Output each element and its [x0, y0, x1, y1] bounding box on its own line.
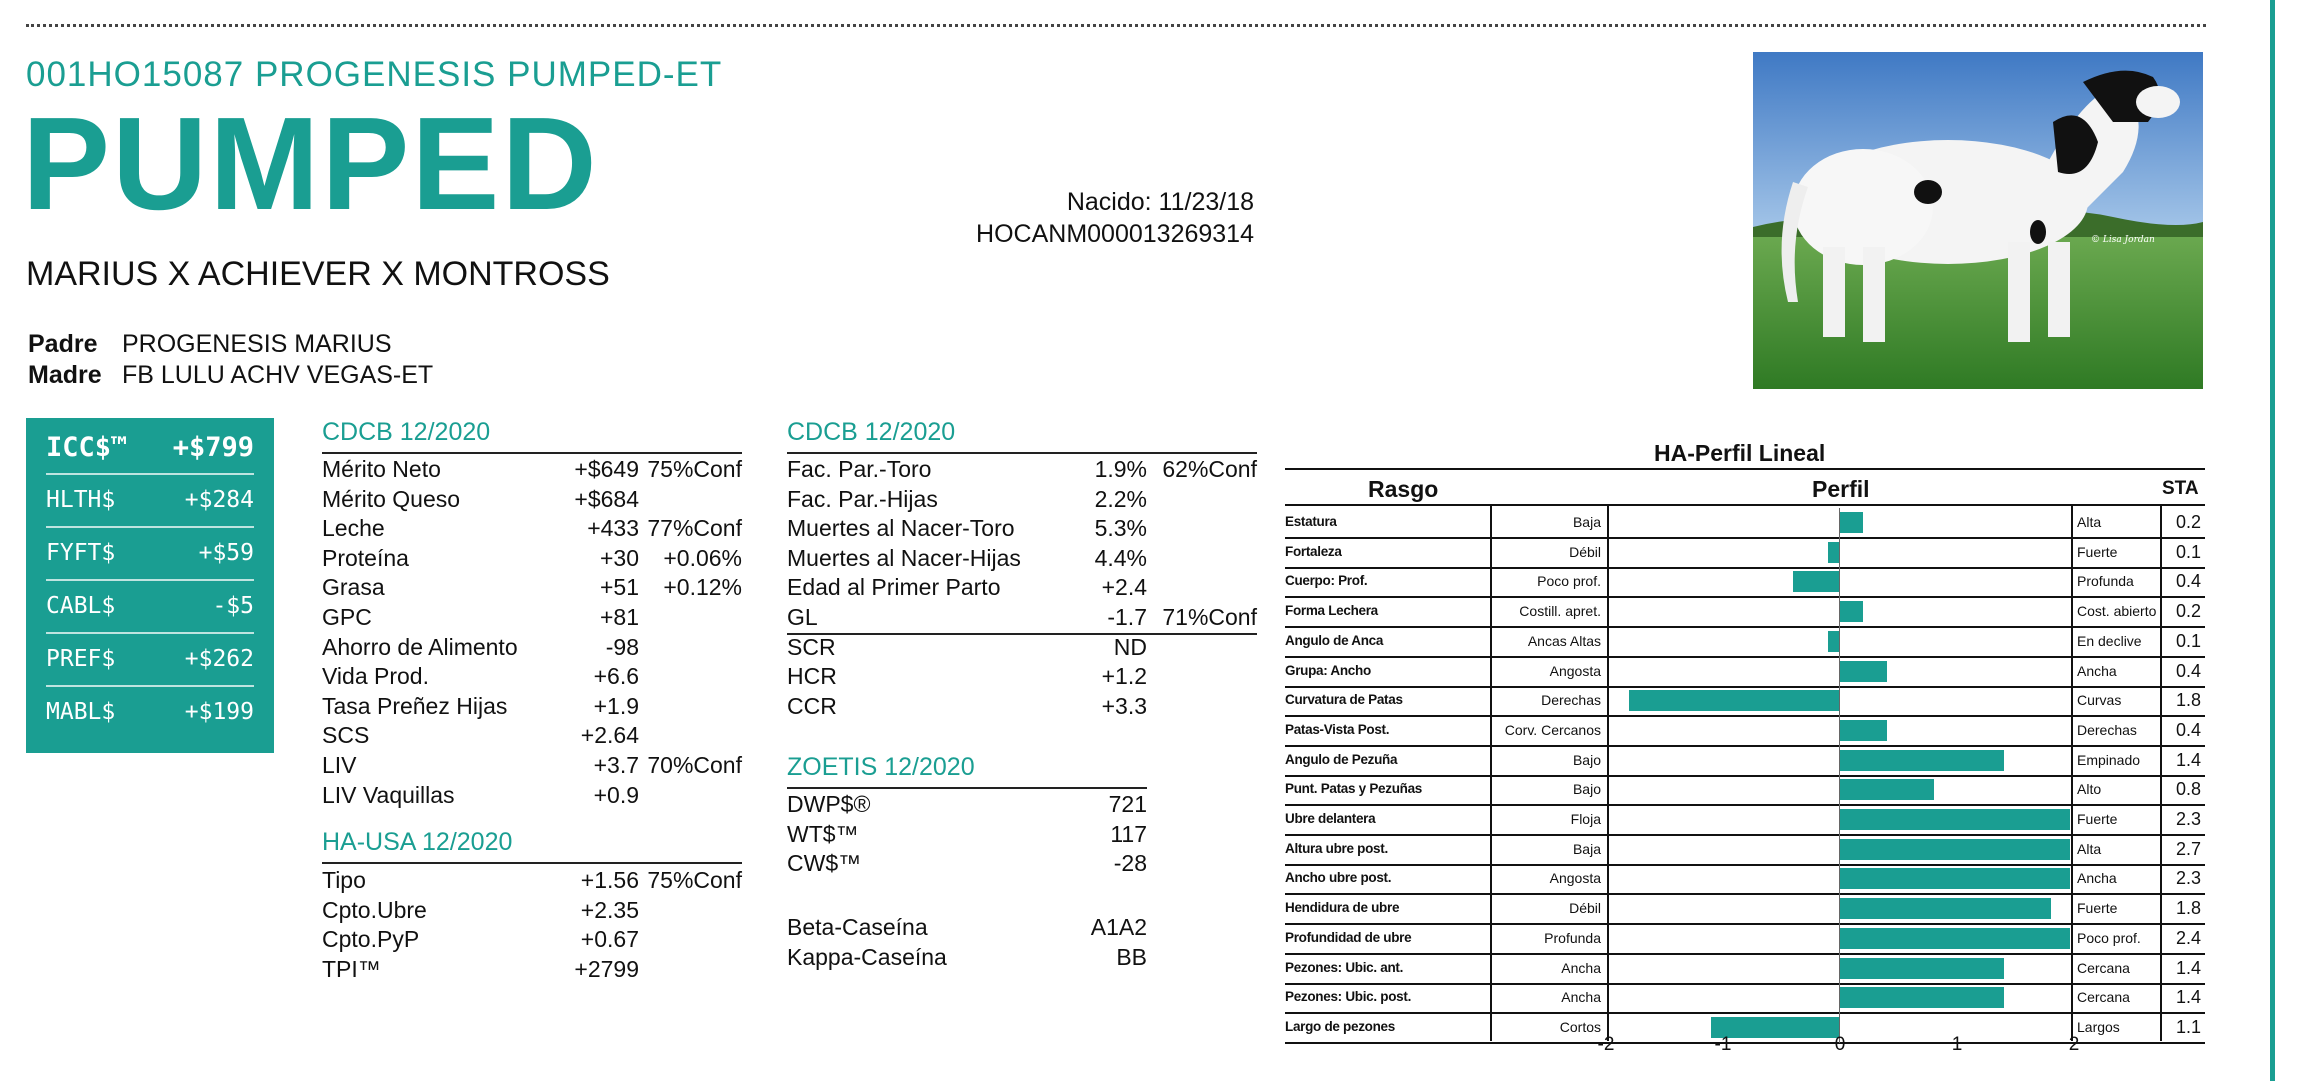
- linear-row: [1285, 627, 2205, 658]
- zoetis-value: 117: [1110, 820, 1147, 847]
- linear-column-divider: [2071, 504, 2073, 1041]
- linear-bar: [1840, 512, 1863, 533]
- cdcb2-value: 2.2%: [1094, 485, 1147, 512]
- bull-photo: [1753, 52, 2203, 389]
- hausa-value: +1.56: [580, 867, 639, 893]
- cdcb1-row: [322, 633, 742, 662]
- cdcb1-label: Tasa Preñez Hijas: [322, 692, 508, 719]
- cdcb2-row: [787, 603, 1257, 632]
- linear-bar: [1840, 928, 2070, 949]
- linear-sta: 1.4: [2175, 749, 2201, 770]
- linear-trait: Altura ubre post.: [1285, 840, 1388, 856]
- linear-row: [1285, 894, 2205, 925]
- linear-sta: 0.1: [2175, 541, 2201, 562]
- cdcb1-value: +2.64: [580, 722, 639, 749]
- cdcb2-row: [787, 692, 1257, 721]
- sire-row: [28, 330, 392, 359]
- index-box: [26, 418, 274, 753]
- index-row-mabl: MABL$ +$199: [46, 699, 254, 725]
- cdcb2-label: Muertes al Nacer-Hijas: [787, 544, 1021, 571]
- linear-trait: Profundidad de ubre: [1285, 929, 1412, 945]
- cdcb1-label: Grasa: [322, 574, 385, 601]
- linear-low-label: Ancha: [1561, 959, 1601, 976]
- linear-bar: [1840, 839, 2070, 860]
- cdcb1-label: GPC: [322, 604, 372, 630]
- cdcb1-row: [322, 692, 742, 721]
- linear-profile-header-rule: [1285, 504, 2205, 506]
- linear-profile-title: HA-Perfil Lineal: [1654, 440, 1826, 466]
- cdcb2-value: -1.7: [1107, 604, 1147, 630]
- cdcb1-extra: +0.06%: [663, 544, 742, 571]
- linear-low-label: Bajo: [1572, 751, 1601, 768]
- linear-trait: Angulo de Anca: [1285, 632, 1384, 648]
- linear-sta: 2.3: [2175, 868, 2201, 889]
- linear-trait: Punt. Patas y Pezuñas: [1285, 781, 1422, 797]
- registration-id: HOCANM000013269314: [976, 220, 1254, 248]
- cdcb2-label: GL: [787, 604, 818, 630]
- cdcb2-label: Edad al Primer Parto: [787, 574, 1001, 601]
- linear-bar: [1840, 720, 1887, 741]
- cdcb1-value: +30: [599, 544, 639, 571]
- linear-sta: 0.4: [2175, 571, 2201, 592]
- linear-high-label: Derechas: [2077, 721, 2137, 738]
- cdcb2-value: 1.9%: [1094, 456, 1147, 482]
- top-dotted-divider: [26, 24, 2206, 27]
- linear-trait: Angulo de Pezuña: [1285, 751, 1398, 767]
- cow-photo-illustration: [1753, 52, 2203, 389]
- linear-low-label: Angosta: [1549, 662, 1601, 679]
- linear-high-label: Alta: [2077, 840, 2102, 857]
- zoetis-label: CW$™: [787, 850, 862, 877]
- linear-low-label: Floja: [1570, 811, 1601, 827]
- linear-trait: Estatura: [1285, 514, 1337, 529]
- cdcb1-title: CDCB 12/2020: [322, 418, 491, 446]
- hausa-label: TPI™: [322, 955, 381, 982]
- cdcb1-label: Vida Prod.: [322, 663, 429, 690]
- cdcb2-title: CDCB 12/2020: [787, 418, 956, 446]
- linear-high-label: Cost. abierto: [2077, 603, 2157, 620]
- linear-bar: [1840, 868, 2070, 889]
- cdcb2-label: HCR: [787, 663, 837, 690]
- linear-sta: 2.3: [2175, 809, 2201, 829]
- photo-credit: © Lisa Jordan: [2091, 235, 2155, 245]
- linear-high-label: Cercana: [2077, 989, 2130, 1006]
- linear-sta: 1.8: [2175, 898, 2201, 919]
- cdcb1-extra: +0.12%: [663, 574, 742, 601]
- hausa-value: +2799: [574, 955, 639, 982]
- cdcb1-value: +0.9: [593, 781, 639, 808]
- linear-high-label: Largos: [2077, 1018, 2120, 1035]
- linear-high-label: Poco prof.: [2077, 929, 2141, 946]
- linear-low-label: Cortos: [1559, 1018, 1601, 1035]
- cdcb1-value: +51: [599, 574, 639, 601]
- cdcb2-row: [787, 485, 1257, 514]
- cdcb2-value: 4.4%: [1094, 544, 1147, 571]
- linear-row: [1285, 538, 2205, 569]
- hausa-extra: 75%Conf: [647, 867, 742, 893]
- index-row-hlth: HLTH$ +$284: [46, 475, 254, 528]
- casein-row: [787, 913, 1147, 942]
- linear-header-profile: Perfil: [1812, 476, 1870, 502]
- linear-trait: Pezones: Ubic. post.: [1285, 989, 1412, 1005]
- casein-value: A1A2: [1090, 914, 1147, 940]
- sire-label: Padre: [28, 330, 98, 358]
- cdcb1-extra: 77%Conf: [647, 515, 742, 542]
- linear-trait: Forma Lechera: [1285, 603, 1378, 619]
- linear-sta: 0.8: [2175, 779, 2201, 800]
- linear-bar: [1840, 898, 2051, 919]
- cdcb1-value: +3.7: [593, 752, 639, 778]
- casein-row: [787, 943, 1147, 972]
- cdcb1-value: -98: [605, 633, 639, 660]
- zoetis-value: -28: [1113, 850, 1147, 877]
- linear-sta: 0.4: [2175, 719, 2201, 740]
- linear-high-label: Fuerte: [2077, 900, 2118, 917]
- linear-row: [1285, 716, 2205, 747]
- linear-header-trait: Rasgo: [1368, 476, 1439, 502]
- cdcb1-label: Leche: [322, 515, 385, 542]
- cdcb1-label: Mérito Queso: [322, 485, 461, 512]
- linear-high-label: Ancha: [2077, 870, 2117, 887]
- cdcb1-row: [322, 455, 742, 484]
- linear-low-label: Costill. apret.: [1519, 603, 1601, 620]
- linear-profile-top-rule: [1285, 468, 2205, 470]
- hausa-row: [322, 955, 742, 984]
- zoetis-label: WT$™: [787, 820, 859, 847]
- cdcb1-row: [322, 573, 742, 602]
- cdcb1-value: +433: [587, 515, 639, 542]
- linear-high-label: Ancha: [2077, 662, 2117, 679]
- cdcb1-value: +$649: [574, 456, 639, 482]
- cdcb2-value: 5.3%: [1094, 515, 1147, 542]
- cdcb1-row: [322, 485, 742, 514]
- linear-row: [1285, 954, 2205, 985]
- linear-bar: [1840, 601, 1863, 622]
- linear-high-label: En declive: [2077, 632, 2142, 649]
- cdcb1-row: [322, 751, 742, 780]
- cdcb1-row: [322, 662, 742, 691]
- linear-bar: [1840, 987, 2004, 1008]
- linear-axis-tick: -1: [1714, 1034, 1732, 1055]
- linear-trait: Cuerpo: Prof.: [1285, 573, 1368, 589]
- linear-low-label: Profunda: [1544, 929, 1601, 946]
- linear-trait: Ubre delantera: [1285, 811, 1376, 826]
- index-row-fyft: FYFT$ +$59: [46, 528, 254, 581]
- linear-bar: [1840, 750, 2004, 771]
- linear-trait: Patas-Vista Post.: [1285, 721, 1390, 737]
- linear-row: [1285, 983, 2205, 1014]
- linear-high-label: Alta: [2077, 514, 2102, 530]
- linear-low-label: Derechas: [1541, 692, 1601, 709]
- casein-value: BB: [1116, 943, 1147, 970]
- zoetis-row: [787, 849, 1147, 878]
- birth-info: [976, 186, 1254, 250]
- linear-sta: 1.4: [2175, 957, 2201, 978]
- linear-bar: [1840, 661, 1887, 682]
- linear-row: [1285, 805, 2205, 836]
- cdcb2-value: ND: [1113, 633, 1147, 660]
- cdcb1-extra: 75%Conf: [647, 456, 742, 482]
- cdcb1-label: Ahorro de Alimento: [322, 633, 518, 660]
- cdcb1-label: Mérito Neto: [322, 456, 441, 482]
- hausa-value: +0.67: [580, 926, 639, 953]
- linear-low-label: Poco prof.: [1537, 573, 1601, 590]
- hausa-label: Cpto.Ubre: [322, 896, 427, 923]
- linear-sta: 2.4: [2175, 927, 2201, 948]
- cdcb1-row: [322, 514, 742, 543]
- linear-row: [1285, 686, 2205, 717]
- cdcb2-row: [787, 573, 1257, 602]
- linear-trait: Hendidura de ubre: [1285, 900, 1400, 916]
- cdcb1-label: LIV Vaquillas: [322, 781, 455, 808]
- cdcb2-label: CCR: [787, 692, 837, 719]
- linear-sta: 0.1: [2175, 630, 2201, 651]
- linear-column-divider: [1607, 504, 1609, 1041]
- linear-sta: 1.1: [2175, 1016, 2201, 1037]
- index-row-cabl: CABL$ -$5: [46, 581, 254, 634]
- bull-short-name: PUMPED: [22, 90, 599, 237]
- cdcb2-label: Fac. Par.-Toro: [787, 456, 932, 482]
- linear-high-label: Profunda: [2077, 573, 2134, 590]
- linear-column-divider: [1490, 504, 1492, 1041]
- linear-axis-tick: 2: [2068, 1034, 2080, 1055]
- linear-trait: Pezones: Ubic. ant.: [1285, 959, 1404, 975]
- linear-trait: Fortaleza: [1285, 543, 1342, 559]
- cdcb2-value: +3.3: [1101, 692, 1147, 719]
- linear-row: [1285, 746, 2205, 777]
- zoetis-row: [787, 820, 1147, 849]
- linear-low-label: Corv. Cercanos: [1504, 721, 1601, 738]
- linear-low-label: Ancas Altas: [1527, 632, 1601, 649]
- hausa-label: Tipo: [322, 867, 366, 893]
- linear-axis-tick: -2: [1597, 1034, 1615, 1055]
- pedigree-line: MARIUS X ACHIEVER X MONTROSS: [26, 255, 610, 293]
- linear-low-label: Débil: [1569, 900, 1601, 917]
- casein-label: Kappa-Caseína: [787, 943, 947, 970]
- zoetis-value: 721: [1108, 791, 1147, 817]
- birth-date: Nacido: 11/23/18: [1066, 188, 1254, 216]
- linear-low-label: Angosta: [1549, 870, 1601, 887]
- cdcb2-rule: [787, 452, 1257, 454]
- index-row-pref: PREF$ +$262: [46, 634, 254, 687]
- cdcb2-row: [787, 662, 1257, 691]
- cdcb1-value: +6.6: [593, 663, 639, 690]
- cdcb1-rule: [322, 452, 742, 454]
- cdcb1-label: SCS: [322, 722, 370, 749]
- sire-name: PROGENESIS MARIUS: [122, 330, 392, 358]
- linear-sta: 1.8: [2175, 690, 2201, 711]
- linear-zero-line: [1839, 508, 1840, 1043]
- linear-sta: 2.7: [2175, 838, 2201, 859]
- cdcb1-row: [322, 544, 742, 573]
- cdcb2-label: Muertes al Nacer-Toro: [787, 515, 1015, 542]
- cdcb2-row: [787, 544, 1257, 573]
- linear-sta: 0.2: [2175, 512, 2201, 532]
- hausa-row: [322, 866, 742, 895]
- cdcb1-row: [322, 721, 742, 750]
- hausa-row: [322, 925, 742, 954]
- cdcb2-row: [787, 633, 1257, 662]
- hausa-row: [322, 896, 742, 925]
- linear-row: [1285, 1013, 2205, 1044]
- linear-sta: 0.2: [2175, 601, 2201, 622]
- cdcb1-value: +$684: [574, 485, 639, 512]
- linear-bar: [1840, 779, 1934, 800]
- zoetis-row: [787, 790, 1147, 819]
- hausa-title: HA-USA 12/2020: [322, 828, 513, 856]
- casein-label: Beta-Caseína: [787, 914, 928, 940]
- registration-title: 001HO15087 PROGENESIS PUMPED-ET: [26, 55, 723, 94]
- cdcb1-label: LIV: [322, 752, 357, 778]
- linear-bar: [1840, 958, 2004, 979]
- linear-header-sta: STA: [2162, 478, 2199, 499]
- linear-row: [1285, 567, 2205, 598]
- zoetis-rule: [787, 787, 1147, 789]
- linear-high-label: Curvas: [2077, 692, 2122, 709]
- cdcb1-extra: 70%Conf: [647, 752, 742, 778]
- linear-low-label: Baja: [1572, 840, 1601, 857]
- zoetis-label: DWP$®: [787, 791, 871, 817]
- hausa-label: Cpto.PyP: [322, 926, 420, 953]
- linear-row: [1285, 508, 2205, 539]
- linear-low-label: Débil: [1569, 543, 1601, 560]
- linear-bar: [1629, 690, 1840, 711]
- linear-trait: Grupa: Ancho: [1285, 662, 1371, 678]
- linear-trait: Curvatura de Patas: [1285, 692, 1403, 708]
- dam-row: [28, 361, 433, 390]
- linear-low-label: Bajo: [1572, 781, 1601, 798]
- linear-high-label: Empinado: [2077, 751, 2141, 768]
- hausa-value: +2.35: [580, 896, 639, 923]
- cdcb2-value: +1.2: [1101, 663, 1147, 690]
- linear-row: [1285, 924, 2205, 955]
- cdcb1-row: [322, 603, 742, 632]
- linear-sta: 0.4: [2175, 660, 2201, 681]
- linear-row: [1285, 835, 2205, 866]
- linear-axis-tick: 0: [1834, 1034, 1846, 1055]
- linear-sta: 1.4: [2175, 987, 2201, 1008]
- cdcb2-label: SCR: [787, 633, 836, 660]
- cdcb1-value: +81: [599, 604, 639, 630]
- cdcb2-value: +2.4: [1101, 574, 1147, 601]
- linear-low-label: Ancha: [1561, 989, 1601, 1006]
- right-edge-rule: [2270, 0, 2275, 1081]
- cdcb2-extra: 71%Conf: [1162, 604, 1257, 630]
- index-row-icc: ICC$™ +$799: [46, 422, 254, 475]
- linear-row: [1285, 864, 2205, 895]
- cdcb1-value: +1.9: [593, 692, 639, 719]
- cdcb2-row: [787, 455, 1257, 484]
- linear-axis-tick: 1: [1951, 1034, 1963, 1055]
- linear-row: [1285, 597, 2205, 628]
- linear-low-label: Baja: [1572, 514, 1601, 530]
- linear-high-label: Alto: [2077, 781, 2102, 798]
- dam-label: Madre: [28, 361, 102, 389]
- linear-row: [1285, 775, 2205, 806]
- linear-trait: Ancho ubre post.: [1285, 870, 1392, 886]
- linear-high-label: Fuerte: [2077, 811, 2118, 827]
- linear-bar: [1793, 571, 1840, 592]
- zoetis-title: ZOETIS 12/2020: [787, 753, 975, 781]
- linear-trait: Largo de pezones: [1285, 1018, 1395, 1034]
- linear-high-label: Cercana: [2077, 959, 2130, 976]
- dam-name: FB LULU ACHV VEGAS-ET: [122, 361, 434, 389]
- linear-high-label: Fuerte: [2077, 543, 2118, 560]
- cdcb2-extra: 62%Conf: [1162, 456, 1257, 482]
- linear-row: [1285, 657, 2205, 688]
- hausa-rule: [322, 862, 742, 864]
- linear-bar: [1840, 809, 2070, 830]
- cdcb2-label: Fac. Par.-Hijas: [787, 485, 938, 512]
- linear-column-divider: [2160, 504, 2162, 1041]
- cdcb1-label: Proteína: [322, 544, 409, 571]
- cdcb1-row: [322, 781, 742, 810]
- cdcb2-row: [787, 514, 1257, 543]
